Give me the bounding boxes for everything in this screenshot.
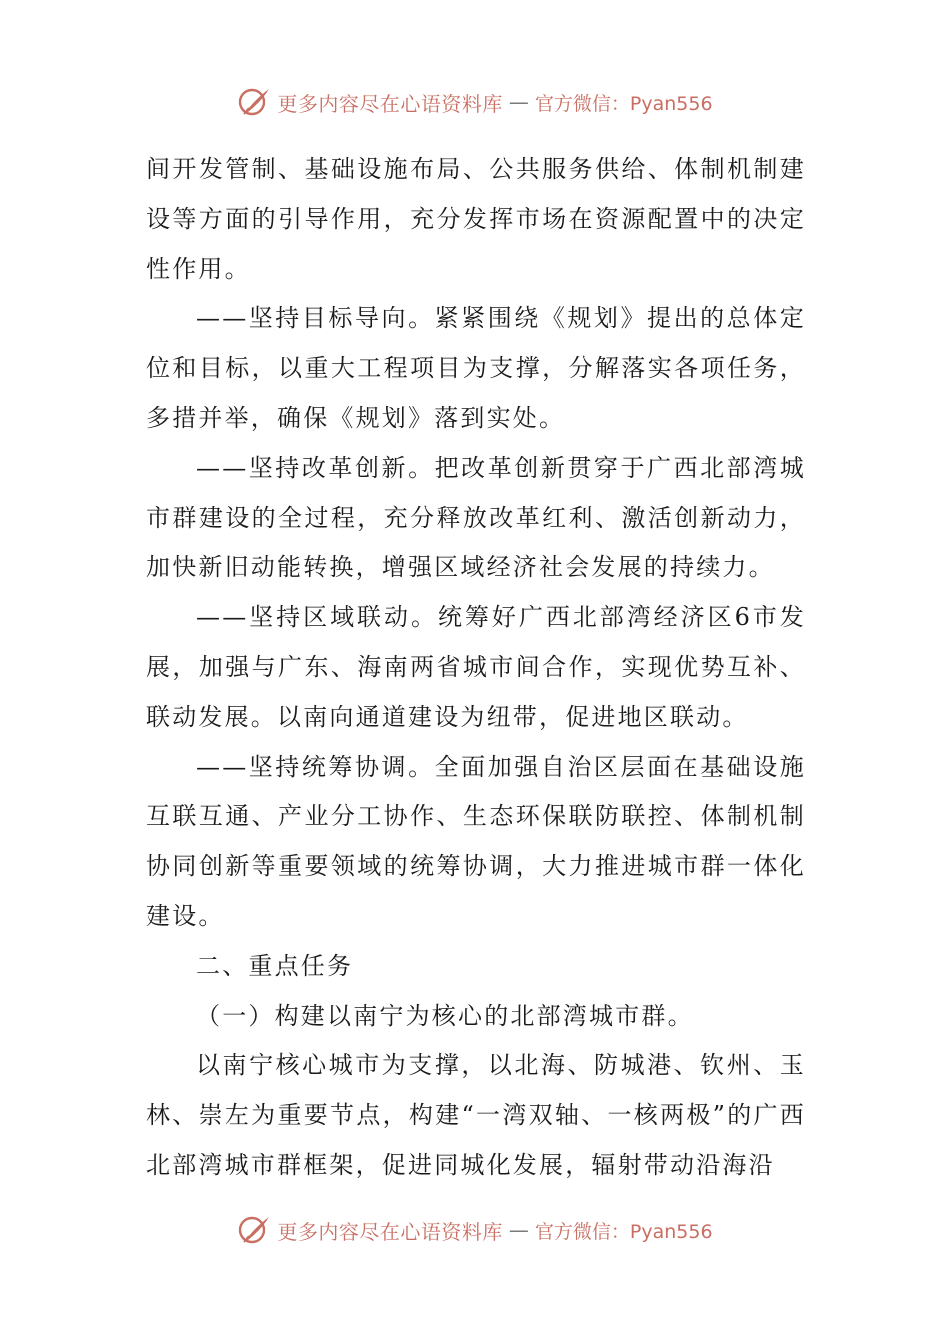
- footer-brand-text: 更多内容尽在心语资料库: [277, 1219, 503, 1244]
- footer-contact-text: 官方微信：Pyan556: [534, 1220, 713, 1243]
- quill-logo-icon: [237, 85, 271, 119]
- paragraph-continuation: 间开发管制、基础设施布局、公共服务供给、体制机制建设等方面的引导作用，充分发挥市场在资源配置中的决定性作用。: [146, 155, 806, 283]
- footer-separator: —: [508, 1218, 529, 1242]
- paragraph-reform-innovation: ——坚持改革创新。把改革创新贯穿于广西北部湾城市群建设的全过程，充分释放改革红利、激活创新动力，加快新旧动能转换，增强区域经济社会发展的持续力。: [146, 453, 806, 582]
- paragraph-coordination: ——坚持统筹协调。全面加强自治区层面在基础设施互联互通、产业分工协作、生态环保联防联控、体制机制协同创新等重要领域的统筹协调，大力推进城市群一体化建设。: [146, 752, 806, 930]
- footer-banner: [0, 1210, 950, 1250]
- header-contact-text: 官方微信：Pyan556: [534, 92, 713, 115]
- subsection-heading-city-cluster: （一）构建以南宁为核心的北部湾城市群。: [196, 1001, 694, 1030]
- paragraph-goal-orientation: ——坚持目标导向。紧紧围绕《规划》提出的总体定位和目标，以重大工程项目为支撑，分解落实各项任务，多措并举，确保《规划》落到实处。: [146, 304, 806, 432]
- quill-logo-icon: [237, 1213, 271, 1247]
- header-banner: [0, 82, 950, 122]
- header-separator: —: [508, 90, 529, 114]
- section-heading-key-tasks: 二、重点任务: [196, 951, 354, 980]
- paragraph-regional-linkage: ——坚持区域联动。统筹好广西北部湾经济区6市发展，加强与广东、海南两省城市间合作，实现优势互补、联动发展。以南向通道建设为纽带，促进地区联动。: [146, 603, 806, 731]
- document-body: [146, 145, 806, 1191]
- paragraph-city-cluster: 以南宁核心城市为支撑，以北海、防城港、钦州、玉林、崇左为重要节点，构建“一湾双轴、一核两极”的广西北部湾城市群框架，促进同城化发展，辐射带动沿海沿: [146, 1051, 806, 1179]
- header-brand-text: 更多内容尽在心语资料库: [277, 91, 503, 116]
